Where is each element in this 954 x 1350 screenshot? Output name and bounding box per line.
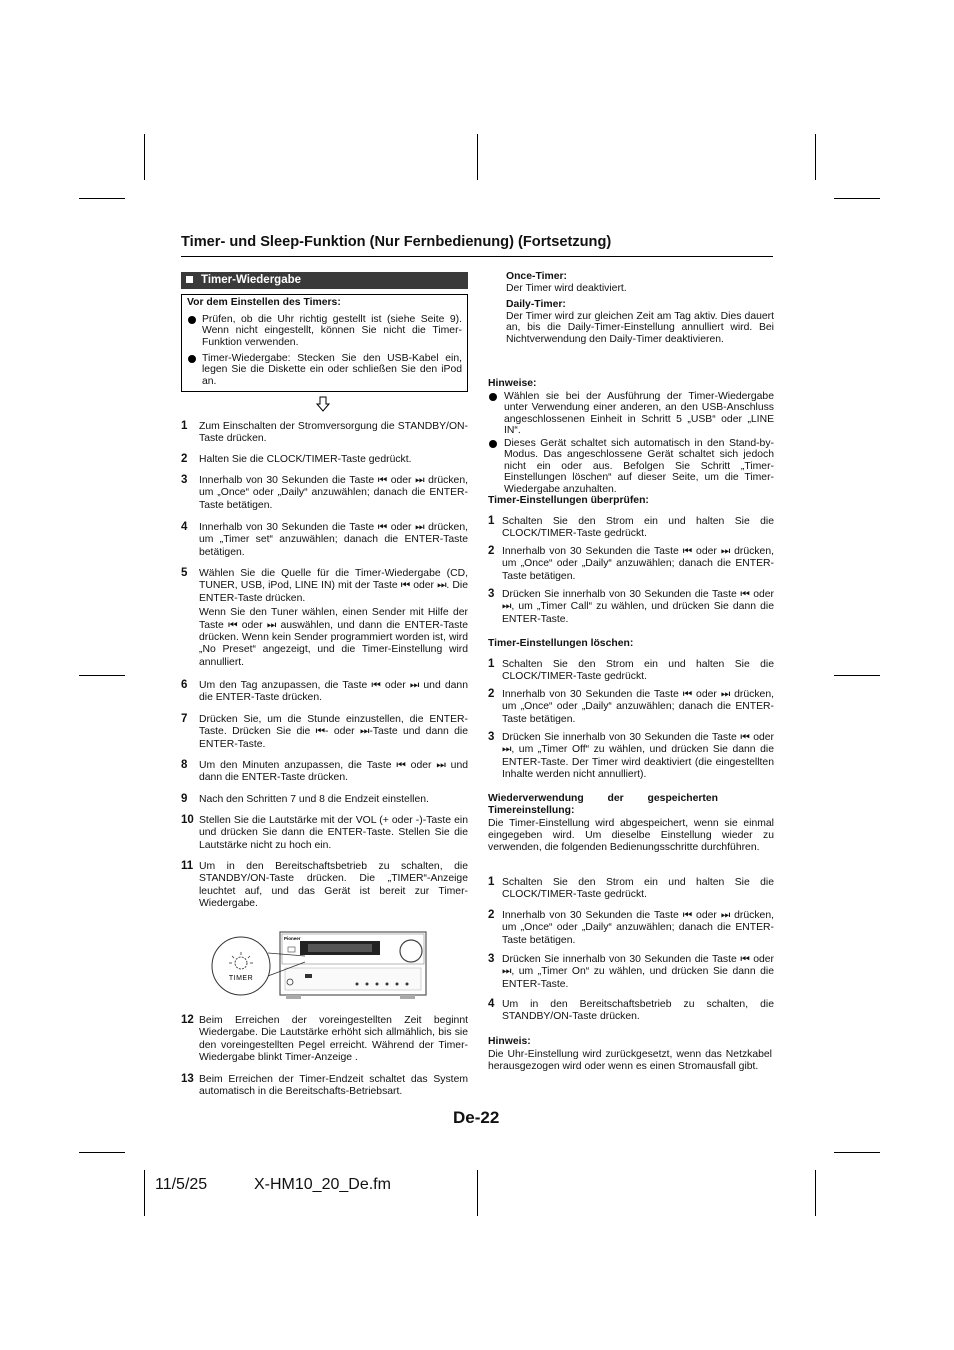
step-10: 10 Stellen Sie die Lautstärke mit der VOL (+ oder -)-Taste ein und drücken Sie dann die ENTER-Taste. Stellen Sie die Lautstärke nicht zu hoch ein. [181,814,468,851]
check-step-2: 2 Innerhalb von 30 Sekunden die Taste ⏮ oder ⏭ drücken, um „Once“ oder „Daily“ anzuwählen; danach die ENTER-Taste betätigen. [488,545,774,582]
down-arrow-icon [316,396,330,412]
step-6: 6 Um den Tag anzupassen, die Taste ⏮ oder ⏭ und dann die ENTER-Taste drücken. [181,679,468,704]
device-illustration [210,928,432,1002]
hint-text: Die Uhr-Einstellung wird zurückgesetzt, wenn das Netzkabel herausgezogen wird oder wenn es einen Stromausfall gibt. [488,1049,772,1072]
step-5: 5 Wählen Sie die Quelle für die Timer-Wiedergabe (CD, TUNER, USB, iPod, LINE IN) mit der Taste ⏮ oder ⏭. Die ENTER-Taste drücken. Wenn Sie den Tuner wählen, einen Sender mit Hilfe der Taste ⏮ oder ⏭ auswählen, und dann die ENTER-Taste drücken. Wenn kein Sender programmiert worden ist, wird „No Preset“ angezeigt, und die Timer-Einstellung wird annulliert. [181,567,468,668]
brand-logo: Pioneer [284,936,301,941]
check-step-1: 1 Schalten Sie den Strom ein und halten Sie die CLOCK/TIMER-Taste gedrückt. [488,515,774,540]
page-title: Timer- und Sleep-Funktion (Nur Fernbedienung) (Fortsetzung) [181,234,612,250]
prerequisite-title: Vor dem Einstellen des Timers: [187,297,341,308]
step-13: 13 Beim Erreichen der Timer-Endzeit schaltet das System automatisch in die Bereitschafts-Betriebsart. [181,1073,468,1098]
hint-heading: Hinweis: [488,1036,531,1047]
once-timer: Once-Timer: Der Timer wird deaktiviert. [506,271,627,294]
prerequisite-box [181,294,468,392]
crop-mark [815,1170,816,1216]
step-12: 12 Beim Erreichen der voreingestellten Zeit beginnt Wiedergabe. Die Lautstärke erhöht sich allmählich, bis sie den voreingestellten Pegel erreicht. Während der Timer-Wiedergabe blinkt Timer-Anzeige . [181,1014,468,1064]
square-icon [186,276,193,283]
note-item: Wählen sie bei der Ausführung der Timer-Wiedergabe unter Verwendung einer anderen, an den USB-Anschluss angeschlossenen Einheit in Schritt 5 „USB“ oder „LINE IN“. [488,391,774,437]
delete-heading: Timer-Einstellungen löschen: [488,638,634,649]
bullet-icon [188,355,196,363]
step-8: 8 Um den Minuten anzupassen, die Taste ⏮ oder ⏭ und dann die ENTER-Taste drücken. [181,759,468,784]
reuse-heading: Wiederverwendung der gespeicherten Timereinstellung: [488,793,718,816]
crop-mark [477,134,478,180]
bullet-icon [489,440,497,448]
crop-mark [79,1152,125,1153]
crop-mark [144,1170,145,1216]
page-number: De-22 [453,1108,500,1127]
step-4: 4 Innerhalb von 30 Sekunden die Taste ⏮ oder ⏭ drücken, um „Timer set“ anzuwählen; danach die ENTER-Taste betätigen. [181,521,468,558]
reuse-text: Die Timer-Einstellung wird abgespeichert, wenn sie einmal eingegeben wird. Um dieselbe Einstellung wieder zu verwenden, die folgenden Bedienungsschritte durchführen. [488,818,774,853]
notes-heading: Hinweise: [488,378,537,389]
crop-mark [79,675,125,676]
delete-step-2: 2 Innerhalb von 30 Sekunden die Taste ⏮ oder ⏭ drücken, um „Once“ oder „Daily“ anzuwählen; danach die ENTER-Taste betätigen. [488,688,774,725]
crop-mark [79,198,125,199]
reuse-step-3: 3 Drücken Sie innerhalb von 30 Sekunden die Taste ⏮ oder ⏭, um „Timer On“ zu wählen, und drücken Sie dann die ENTER-Taste. [488,953,774,990]
delete-step-1: 1 Schalten Sie den Strom ein und halten Sie die CLOCK/TIMER-Taste gedrückt. [488,658,774,683]
reuse-step-2: 2 Innerhalb von 30 Sekunden die Taste ⏮ oder ⏭ drücken, um „Once“ oder „Daily“ anzuwählen; danach die ENTER-Taste betätigen. [488,909,774,946]
step-11: 11 Um in den Bereitschaftsbetrieb zu schalten, die STANDBY/ON-Taste drücken. Die „TIMER“-Anzeige leuchtet auf, und das Gerät ist bereit zur Timer-Wiedergabe. [181,860,468,910]
crop-mark [834,1152,880,1153]
step-5-note: Wenn Sie den Tuner wählen, einen Sender mit Hilfe der Taste ⏮ oder ⏭ auswählen, und dann die ENTER-Taste drücken. Wenn kein Sender programmiert worden ist, wird „No Preset“ angezeigt, und die Timer-Einstellung wird annulliert. [199,607,468,668]
footer-filename: X-HM10_20_De.fm [254,1176,391,1193]
list-item: Prüfen, ob die Uhr richtig gestellt ist (siehe Seite 9). Wenn nicht eingestellt, können Sie nicht die Timer-Funktion verwenden. [186,314,462,348]
step-3: 3 Innerhalb von 30 Sekunden die Taste ⏮ oder ⏭ drücken, um „Once“ oder „Daily“ anzuwählen; danach die ENTER-Taste betätigen. [181,474,468,511]
step-7: 7 Drücken Sie, um die Stunde einzustellen, die ENTER-Taste. Drücken Sie die ⏮- oder ⏭-Taste und dann die ENTER-Taste. [181,713,468,750]
step-2: 2 Halten Sie die CLOCK/TIMER-Taste gedrückt. [181,453,412,465]
reuse-step-1: 1 Schalten Sie den Strom ein und halten Sie die CLOCK/TIMER-Taste gedrückt. [488,876,774,901]
note-item: Dieses Gerät schaltet sich automatisch in den Stand-by-Modus. Das angeschlossene Gerät schaltet sich jedoch nicht ein oder aus. Befolgen Sie Schritt „Timer-Einstellungen löschen“ auf dieser Seite, um die Timer-Wiedergabe anzuhalten. [488,438,774,495]
list-item: Timer-Wiedergabe: Stecken Sie den USB-Kabel ein, legen Sie die Diskette ein oder schließen Sie den iPod an. [186,353,462,387]
step-1: 1 Zum Einschalten der Stromversorgung die STANDBY/ON-Taste drücken. [181,420,468,445]
delete-step-3: 3 Drücken Sie innerhalb von 30 Sekunden die Taste ⏮ oder ⏭, um „Timer Off“ zu wählen, und drücken Sie dann die ENTER-Taste. Der Timer wird deaktiviert (die eingestellten Inhalte werden nicht annulliert). [488,731,774,781]
crop-mark [477,1170,478,1216]
bullet-icon [489,393,497,401]
step-9: 9 Nach den Schritten 7 und 8 die Endzeit einstellen. [181,793,429,805]
check-heading: Timer-Einstellungen überprüfen: [488,495,649,506]
crop-mark [144,134,145,180]
bullet-icon [188,316,196,324]
crop-mark [834,675,880,676]
crop-mark [815,134,816,180]
timer-indicator-label: TIMER [228,975,254,982]
reuse-step-4: 4 Um in den Bereitschaftsbetrieb zu schalten, die STANDBY/ON-Taste drücken. [488,998,774,1023]
footer-date: 11/5/25 [155,1176,208,1193]
crop-mark [834,198,880,199]
section-heading: Timer-Wiedergabe [181,272,468,289]
daily-timer: Daily-Timer: Der Timer wird zur gleichen Zeit am Tag aktiv. Dies dauert an, bis die Daily-Timer-Einstellung annulliert wird. Bei Nichtverwendung den Daily-Timer deaktivieren. [506,299,774,345]
title-rule [181,256,773,257]
check-step-3: 3 Drücken Sie innerhalb von 30 Sekunden die Taste ⏮ oder ⏭, um „Timer Call“ zu wählen, und drücken Sie dann die ENTER-Taste. [488,588,774,625]
